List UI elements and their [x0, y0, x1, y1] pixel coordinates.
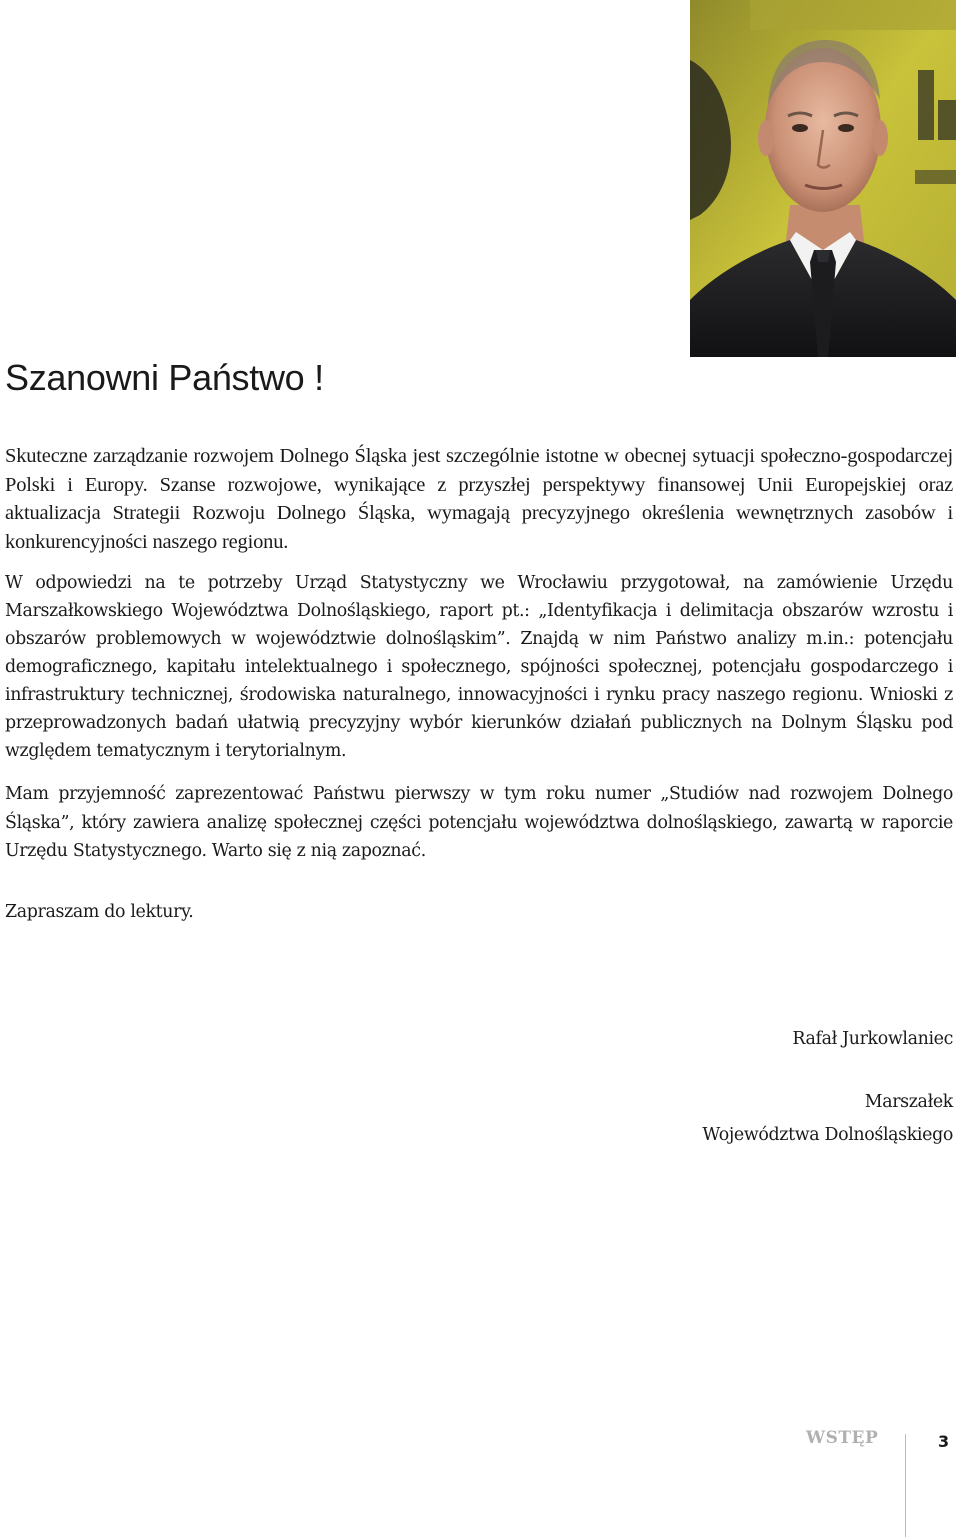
page-number: 3: [938, 1432, 950, 1451]
body-paragraph-2: W odpowiedzi na te potrzeby Urząd Statystyczny we Wrocławiu przygotował, na zamówienie Urzędu Marszałkowskiego Województwa Dolnośląskiego, raport pt.: „Identyfikacja i delimitacja obszarów wzrostu i obszarów problemowych w województwie dolnośląskim”. Znajdą w nim Państwo analizy m.in.: potencjału demograficznego, kapitału intelektualnego i społecznego, spójności społecznej, potencjału gospodarczego i infrastruktury technicznej, środowiska naturalnego, innowacyjności i rynku pracy naszego regionu. Wnioski z przeprowadzonych badań ułatwią precyzyjny wybór kierunków działań publicznych na Dolnym Śląsku pod względem tematycznym i terytorialnym.: [5, 573, 953, 761]
signature-role: Marszałek: [864, 1092, 953, 1112]
body-paragraph-1: Skuteczne zarządzanie rozwojem Dolnego Śląska jest szczególnie istotne w obecnej sytuacji społeczno-gospodarczej Polski i Europy. Szanse rozwojowe, wynikające z przyszłej perspektywy finansowej Unii Europejskiej oraz aktualizacja Strategii Rozwoju Dolnego Śląska, wymagają precyzyjnego określenia wewnętrznych zasobów i konkurencyjności naszego regionu.: [5, 445, 953, 553]
footer-section-label: WSTĘP: [806, 1428, 879, 1448]
signature-organization: Województwa Dolnośląskiego: [702, 1125, 953, 1145]
footer-divider: [905, 1434, 906, 1537]
portrait-photo: [690, 0, 956, 357]
signature-name: Rafał Jurkowlaniec: [792, 1029, 953, 1049]
closing-line: Zapraszam do lektury.: [5, 902, 194, 922]
page-title: Szanowni Państwo !: [5, 357, 324, 398]
body-paragraph-3: Mam przyjemność zaprezentować Państwu pierwszy w tym roku numer „Studiów nad rozwojem Dolnego Śląska”, który zawiera analizę społecznej części potencjału województwa dolnośląskiego, zawartą w raporcie Urzędu Statystycznego. Warto się z nią zapoznać.: [5, 784, 953, 861]
